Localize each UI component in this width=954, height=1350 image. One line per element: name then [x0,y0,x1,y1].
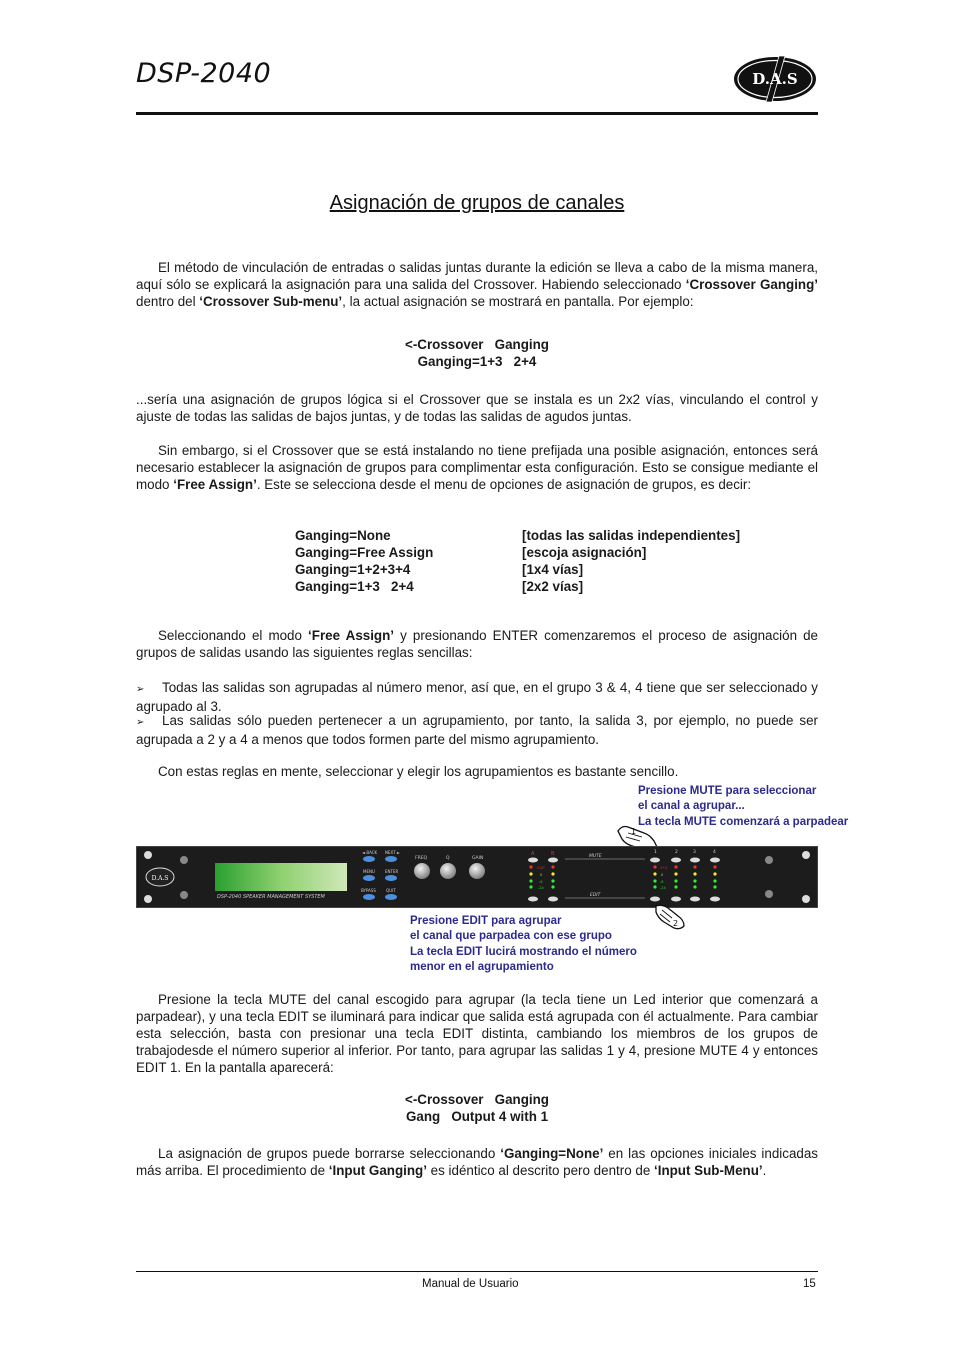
q-knob [440,863,456,879]
intro-paragraph: El método de vinculación de entradas o salidas juntas durante la edición se lleva a cabo de la misma manera, aquí sólo se explicará la asignación para una salida del Crossover. Habiendo seleccionado ‘Crossover Ganging’ dentro del ‘Crossover Sub-menu’, la actual asignación se mostrará en pantalla. Por ejemplo: [136,260,818,309]
das-logo [732,54,818,104]
freq-knob [414,863,430,879]
rack-screw-icon [144,895,152,903]
svg-text:-6: -6 [539,880,543,884]
svg-text:DSP-2040 SPEAKER MANAGEMENT SY: DSP-2040 SPEAKER MANAGEMENT SYSTEM [217,894,325,900]
rule-bullet-1: ➢ Todas las salidas son agrupadas al número menor, así que, en el grupo 3 & 4, 4 tiene que ser seleccionado y agrupado al 3. [136,680,818,714]
table-row: Ganging=1+3 2+4 [2x2 vías] [295,579,584,594]
svg-text:FREQ: FREQ [415,856,428,861]
svg-text:Q: Q [446,856,450,861]
rack-screw-icon [802,895,810,903]
page-number: 15 [803,1278,816,1290]
rack-screw-icon [144,851,152,859]
header-rule [136,112,818,115]
svg-text:CLIP: CLIP [537,866,545,870]
edit-instruction-note: Presione EDIT para agrupar el canal que parpadea con ese grupo La tecla EDIT lucirá mostrando el número menor en el agrupamiento [410,915,637,973]
gain-knob [469,863,485,879]
mute-buttons [650,858,720,863]
svg-text:◄ BACK: ◄ BACK [362,850,378,855]
table-row: Ganging=1+2+3+4 [1x4 vías] [295,562,584,577]
svg-text:0: 0 [661,873,664,877]
display-example-1: <-Crossover Ganging Ganging=1+3 2+4 [405,337,549,369]
arrow-bullet-icon: ➢ [136,717,145,728]
svg-text:-24: -24 [538,886,544,890]
rule-bullet-2: ➢ Las salidas sólo pueden pertenecer a un agrupamiento, por tanto, la salida 3, por ejemplo, no puede ser agrupada a 2 y a 4 a menos que todos formen parte del mismo agrupamiento. [136,713,818,747]
svg-text:2: 2 [673,919,679,928]
free-assign-paragraph: Sin embargo, si el Crossover que se está instalando no tiene prefijada una posible asignación, entonces será necesario establecer la asignación de grupos para complimentar esta configuración. Esto se consigue mediante el modo ‘Free Assign’. Este se selecciona desde el menu de opciones de asignación de grupos, es decir: [136,443,818,492]
svg-text:MENU: MENU [363,869,375,874]
lcd-display [215,863,347,891]
svg-text:4: 4 [713,850,716,855]
table-row: Ganging=Free Assign [escoja asignación] [295,545,647,560]
svg-text:A: A [531,851,535,857]
svg-text:D.A.S: D.A.S [752,70,798,88]
svg-text:QUIT: QUIT [386,888,396,893]
svg-text:ENTER: ENTER [385,869,399,874]
svg-text:1+4: 1+4 [660,866,668,870]
ganging-options-table [295,527,740,595]
footer-manual-label: Manual de Usuario [422,1278,519,1290]
pointing-hand-icon [652,902,688,937]
svg-text:2: 2 [675,850,678,855]
svg-text:GAIN: GAIN [472,856,484,861]
reset-paragraph: La asignación de grupos puede borrarse seleccionando ‘Ganging=None’ en las opciones iniciales indicadas más arriba. El procedimiento de ‘Input Ganging’ es idéntico al descrito pero dentro de ‘Input Sub-Menu’. [136,1146,818,1178]
table-row: Ganging=None [todas las salidas independientes] [295,528,741,543]
navigation-buttons [361,850,401,900]
svg-text:D.A.S: D.A.S [151,875,169,882]
section-title: Asignación de grupos de canales [329,192,625,214]
svg-text:0: 0 [540,873,543,877]
procedure-paragraph: Presione la tecla MUTE del canal escogido para agrupar (la tecla tiene un Led interior que comenzará a parpadear), y una tecla EDIT se iluminará para indicar que salida está agrupada con él actualmente. Para cambiar esta selección, basta con presionar una tecla EDIT distinta, cambiando los miembros de los grupos de trabajodesde el número superior al inferior. Por tanto, para agrupar las salidas 1 y 4, presione MUTE 4 y entonces EDIT 1. En la pantalla aparecerá: [136,992,818,1075]
dsp-2040-front-panel [136,846,818,908]
svg-text:1: 1 [631,827,637,836]
svg-text:MUTE: MUTE [589,854,602,859]
panel-screw-icon [180,856,188,864]
panel-screw-icon [180,891,188,899]
svg-text:-24: -24 [660,886,666,890]
svg-text:NEXT ►: NEXT ► [385,850,400,855]
arrow-bullet-icon: ➢ [136,684,145,695]
panel-screw-icon [765,856,773,864]
svg-text:BYPASS: BYPASS [361,888,376,893]
footer-rule [136,1271,818,1272]
panel-screw-icon [765,890,773,898]
svg-text:EDIT: EDIT [590,893,601,898]
rack-screw-icon [802,851,810,859]
document-model-title: DSP-2040 [136,58,272,89]
edit-buttons [650,897,720,902]
mute-instruction-note: Presione MUTE para seleccionar el canal a agrupar... La tecla MUTE comenzará a parpadear [638,785,849,828]
svg-text:-6: -6 [660,880,664,884]
svg-text:1: 1 [654,850,657,855]
display-example-2: <-Crossover Ganging Gang Output 4 with 1 [405,1092,549,1124]
svg-text:B: B [551,851,555,857]
logic-paragraph: ...sería una asignación de grupos lógica si el Crossover que se instala es un 2x2 vías, vinculando el control y ajuste de todas las salidas de bajos juntas, y de todas las salidas de agudos juntas. [136,392,818,424]
svg-text:3: 3 [693,850,696,855]
rules-intro-paragraph: Seleccionando el modo ‘Free Assign’ y presionando ENTER comenzaremos el proceso de asignación de grupos de salidas usando las siguientes reglas sencillas: [136,628,819,660]
rules-summary-paragraph: Con estas reglas en mente, seleccionar y elegir los agrupamientos es bastante sencillo. [158,764,679,779]
